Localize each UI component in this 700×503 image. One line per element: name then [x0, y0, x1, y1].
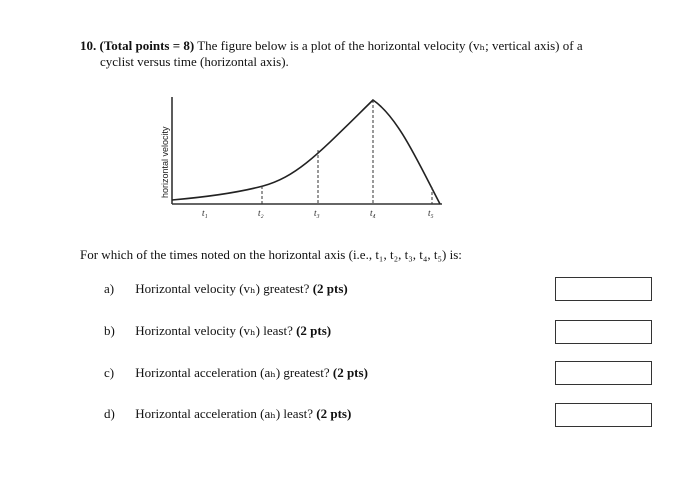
tick-t3: t₃	[314, 208, 320, 218]
question-number-points: 10. (Total points = 8)	[80, 38, 195, 53]
part-text: Horizontal velocity (vₕ) greatest?	[135, 281, 310, 296]
tick-t4: t₄	[370, 208, 376, 218]
part-letter: d)	[104, 406, 115, 421]
part-points: (2 pts)	[332, 365, 368, 380]
question-text-line1: The figure below is a plot of the horizontal velocity (vₕ; vertical axis) of a	[197, 38, 583, 53]
answer-box-b[interactable]	[555, 320, 652, 344]
velocity-curve	[172, 100, 440, 204]
part-text: Horizontal velocity (vₕ) least?	[135, 323, 293, 338]
answer-box-a[interactable]	[555, 277, 652, 301]
answer-box-c[interactable]	[555, 361, 652, 385]
part-b	[104, 323, 331, 339]
part-points: (2 pts)	[312, 281, 348, 296]
tick-t1: t₁	[202, 208, 208, 218]
part-text: Horizontal acceleration (aₕ) greatest?	[135, 365, 330, 380]
tick-t5: t₅	[428, 208, 434, 218]
tick-t2: t₂	[258, 208, 264, 218]
part-a	[104, 281, 348, 297]
part-letter: c)	[104, 365, 115, 380]
part-points: (2 pts)	[296, 323, 332, 338]
question-text-line2: cyclist versus time (horizontal axis).	[100, 54, 289, 69]
answer-box-d[interactable]	[555, 403, 652, 427]
part-c	[104, 365, 368, 381]
velocity-plot	[158, 92, 458, 222]
part-d	[104, 406, 351, 422]
part-letter: b)	[104, 323, 115, 338]
y-axis-label: horizontal velocity	[160, 126, 170, 198]
question-header	[80, 38, 640, 70]
part-points: (2 pts)	[316, 406, 352, 421]
prompt-text: For which of the times noted on the horizontal axis (i.e., t₁, t₂, t₃, t₄, t₅) is:	[80, 247, 462, 262]
part-text: Horizontal acceleration (aₕ) least?	[135, 406, 314, 421]
part-letter: a)	[104, 281, 115, 296]
